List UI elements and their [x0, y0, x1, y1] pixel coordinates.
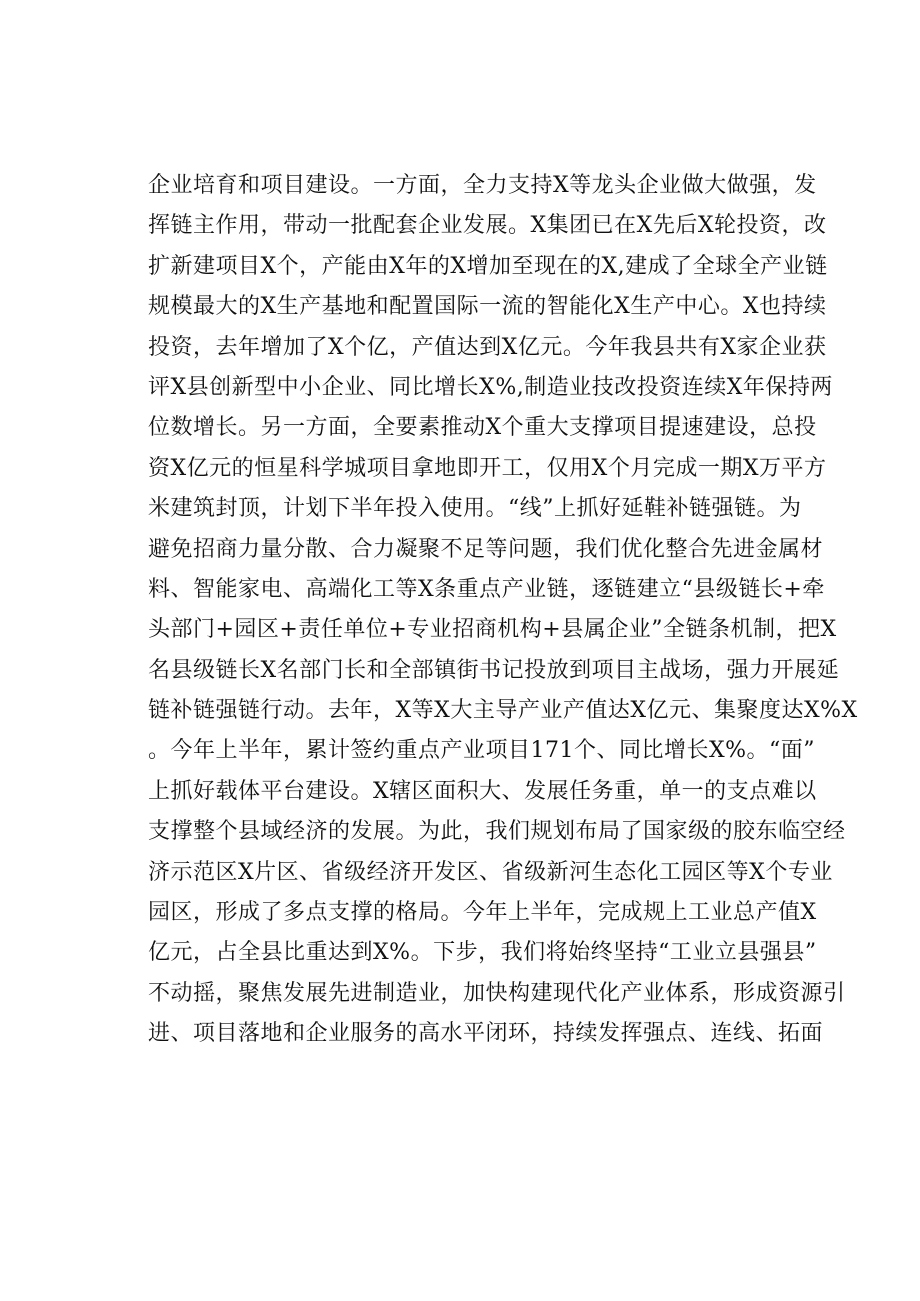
- text-line: 规模最大的X生产基地和配置国际一流的智能化X生产中心。X也持续: [148, 294, 827, 320]
- text-line: 进、项目落地和企业服务的高水平闭环，持续发挥强点、连线、拓面: [148, 1021, 824, 1047]
- text-line: 链补链强链行动。去年，X等X大主导产业产值达X亿元、集聚度达X%X: [148, 698, 858, 724]
- text-line: 。今年上半年，累计签约重点产业项目171个、同比增长X%。“面”: [148, 738, 816, 764]
- text-line: 资X亿元的恒星科学城项目拿地即开工，仅用X个月完成一期X万平方: [148, 455, 827, 481]
- text-line: 不动摇，聚焦发展先进制造业，加快构建现代化产业体系，形成资源引: [148, 980, 846, 1006]
- text-line: 名县级链长X名部门长和全部镇街书记投放到项目主战场，强力开展延: [148, 657, 840, 683]
- text-line: 米建筑封顶，计划下半年投入使用。“线”上抓好延鞋补链强链。为: [148, 496, 802, 522]
- text-line: 挥链主作用，带动一批配套企业发展。X集团已在X先后X轮投资，改: [148, 213, 827, 239]
- text-line: 评X县创新型中小企业、同比增长X%,制造业技改投资连续X年保持两: [148, 374, 833, 400]
- text-line: 济示范区X片区、省级经济开发区、省级新河生态化工园区等X个专业: [148, 859, 833, 885]
- text-line: 上抓好载体平台建设。X辖区面积大、发展任务重，单一的支点难以: [148, 778, 817, 804]
- text-line: 园区，形成了多点支撑的格局。今年上半年，完成规上工业总产值X: [148, 900, 817, 926]
- text-line: 亿元，占全县比重达到X%。下步，我们将始终坚持“工业立县强县”: [148, 940, 817, 966]
- text-line: 位数增长。另一方面，全要素推动X个重大支撑项目提速建设，总投: [148, 415, 817, 441]
- text-line: 投资，去年增加了X个亿，产值达到X亿元。今年我县共有X家企业获: [148, 334, 827, 360]
- text-line: 支撑整个县域经济的发展。为此，我们规划布局了国家级的胶东临空经: [148, 819, 846, 845]
- body-paragraph: [148, 166, 858, 1055]
- text-line: 企业培育和项目建设。一方面，全力支持X等龙头企业做大做强，发: [148, 173, 817, 198]
- text-line: 料、智能家电、高端化工等X条重点产业链，逐链建立“县级链长+牵: [148, 576, 825, 602]
- text-line: 头部门+园区+责任单位+专业招商机构+县属企业”全链条机制，把X: [148, 617, 837, 643]
- text-line: 避免招商力量分散、合力凝聚不足等问题，我们优化整合先进金属材: [148, 536, 824, 562]
- text-line: 扩新建项目X个，产能由X年的X增加至现在的X,建成了全球全产业链: [148, 253, 828, 279]
